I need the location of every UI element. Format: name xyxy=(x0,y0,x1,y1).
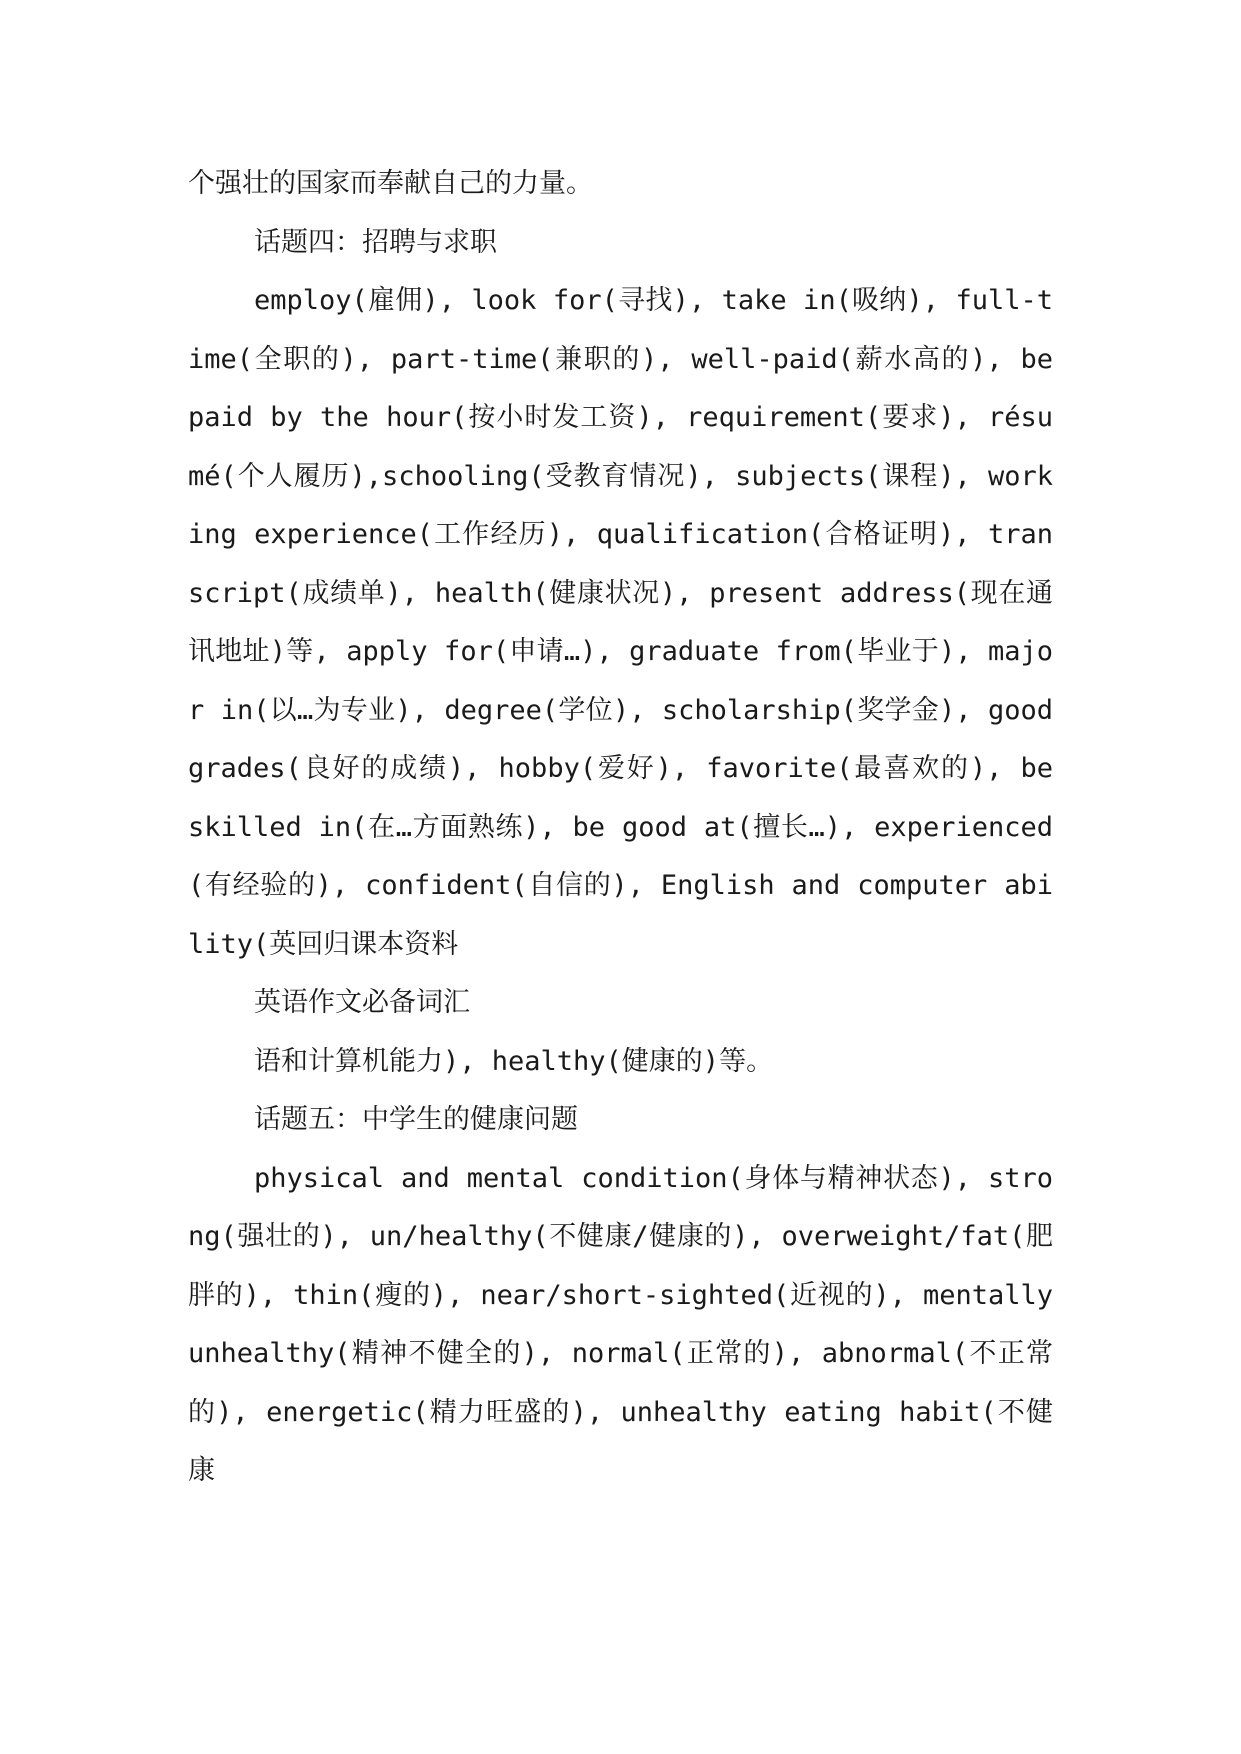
paragraph-continuation: 个强壮的国家而奉献自己的力量。 xyxy=(188,168,593,199)
heading-topic-five: 话题五：中学生的健康问题 xyxy=(254,1104,578,1135)
document-body xyxy=(188,155,1053,1501)
paragraph-topic-four-vocabulary: employ(雇佣), look for(寻找), take in(吸纳), full-time(全职的), part-time(兼职的), well-paid(薪水高的), be paid by the hour(按小时发工资), requirement(要求), résumé(个人履历),schooling(受教育情况), subjects(课程), working experience(工作经历), qualification(合格证明), transcript(成绩单), health(健康状况), present address(现在通讯地址)等, apply for(申请…), graduate from(毕业于), major in(以…为专业), degree(学位), scholarship(奖学金), good grades(良好的成绩), hobby(爱好), favorite(最喜欢的), be skilled in(在…方面熟练), be good at(擅长…), experienced(有经验的), confident(自信的), English and computer ability(英回归课本资料 xyxy=(188,285,1053,960)
paragraph-topic-four-ending: 语和计算机能力), healthy(健康的)等。 xyxy=(254,1045,774,1077)
heading-topic-four: 话题四：招聘与求职 xyxy=(254,226,497,258)
paragraph-topic-five-vocabulary: physical and mental condition(身体与精神状态), strong(强壮的), un/healthy(不健康/健康的), overweight/fat(肥胖的), thin(瘦的), near/short-sighted(近视的), mentally unhealthy(精神不健全的), normal(正常的), abnormal(不正常的), energetic(精力旺盛的), unhealthy eating habit(不健康 xyxy=(188,1162,1053,1486)
heading-essay-vocabulary: 英语作文必备词汇 xyxy=(254,987,470,1018)
